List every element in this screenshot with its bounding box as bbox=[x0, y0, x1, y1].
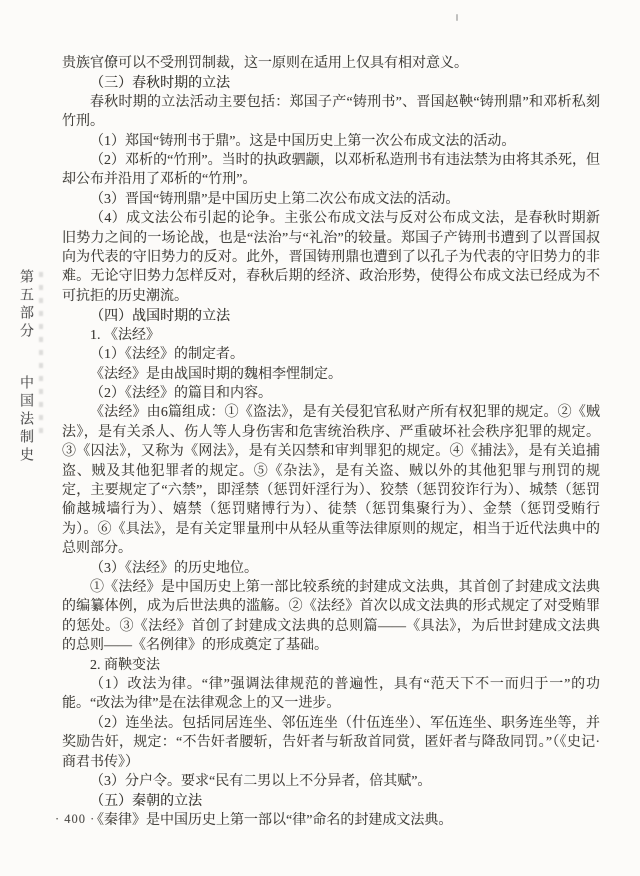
sidebar-book-title: 中国法制史 bbox=[18, 375, 33, 465]
paragraph: （3）《法经》的历史地位。 bbox=[90, 560, 258, 576]
paragraph: （3）晋国“铸刑鼎”是中国历史上第二次公布成文法的活动。 bbox=[90, 191, 460, 207]
paragraph: 《法经》由6篇组成：①《盗法》，是有关侵犯官私财产所有权犯罪的规定。②《贼法》，是有关杀人、伤人等人身伤害和危害统治秩序、严重破坏社会秩序犯罪的规定。③《囚法》，又称为《网法》，是有关囚禁和审判罪犯的规定。④《捕法》，是有关追捕盗、贼及其他犯罪者的规定。⑤《杂法》，是有关盗、贼以外的其他犯罪与刑罚的规定，主要规定了“六禁”，即淫禁（惩罚奸淫行为）、狡禁（惩罚狡诈行为）、城禁（惩罚偷越城墙行为）、嬉禁（惩罚赌博行为）、徒禁（惩罚集聚行为）、金禁（惩罚受贿行为）。⑥《具法》，是有关定罪量刑中从轻从重等法律原则的规定，相当于近代法典中的总则部分。 bbox=[62, 405, 600, 557]
scan-speck bbox=[456, 14, 458, 21]
body-text bbox=[62, 54, 600, 830]
paragraph: 《秦律》是中国历史上第一部以“律”命名的封建成文法典。 bbox=[90, 812, 453, 828]
page-number: · 400 · bbox=[55, 812, 96, 826]
paragraph: （4）成文法公布引起的论争。主张公布成文法与反对公布成文法，是春秋时期新旧势力之间的一场论战，也是“法治”与“礼治”的较量。郑国子产铸刑书遭到了以晋国叔向为代表的守旧势力的反对。此外，晋国铸刑鼎也遭到了以孔子为代表的守旧势力的非难。无论守旧势力怎样反对，春秋后期的经济、政治形势，使得公布成文法已经成为不可抗拒的历史潮流。 bbox=[62, 211, 600, 304]
subsection-heading: 1. 《法经》 bbox=[90, 327, 160, 343]
paragraph: （1）郑国“铸刑书于鼎”。这是中国历史上第一次公布成文法的活动。 bbox=[90, 133, 516, 149]
paragraph: （2）《法经》的篇目和内容。 bbox=[90, 385, 272, 401]
subsection-heading: 2. 商鞅变法 bbox=[90, 657, 160, 673]
paragraph: （1）改法为律。“律”强调法律规范的普遍性，具有“范天下不一而归于一”的功能。“改法为律”是在法律观念上的又一进步。 bbox=[62, 677, 600, 712]
paragraph: （2）邓析的“竹刑”。当时的执政驷颛，以邓析私造刑书有违法禁为由将其杀死，但却公布并沿用了邓析的“竹刑”。 bbox=[62, 153, 600, 188]
paragraph: （3）分户令。要求“民有二男以上不分异者，倍其赋”。 bbox=[90, 774, 432, 790]
paragraph: （1）《法经》的制定者。 bbox=[90, 347, 244, 363]
paragraph: ①《法经》是中国历史上第一部比较系统的封建成文法典，其首创了封建成文法典的编纂体例，成为后世法典的滥觞。②《法经》首次以成文法典的形式规定了对受贿罪的惩处。③《法经》首创了封建成文法典的总则篇——《具法》，为后世封建成文法典的总则——《名例律》的形成奠定了基础。 bbox=[62, 579, 600, 654]
paragraph: 春秋时期的立法活动主要包括：郑国子产“铸刑书”、晋国赵鞅“铸刑鼎”和邓析私刻竹刑。 bbox=[62, 94, 600, 130]
sidebar-part-title bbox=[15, 269, 35, 465]
section-heading: （三）春秋时期的立法 bbox=[90, 74, 230, 91]
paragraph: 贵族官僚可以不受刑罚制裁，这一原则在适用上仅具有相对意义。 bbox=[62, 56, 468, 71]
section-heading: （四）战国时期的立法 bbox=[90, 307, 230, 324]
paragraph: （2）连坐法。包括同居连坐、邻伍连坐（什伍连坐）、军伍连坐、职务连坐等，并奖励告奸，规定：“不告奸者腰斩，告奸者与斩敌首同赏，匿奸者与降敌同罚。”（《史记·商君书传》） bbox=[62, 715, 600, 770]
section-heading: （五）秦朝的立法 bbox=[90, 792, 202, 809]
paragraph: 《法经》是由战国时期的魏相李悝制定。 bbox=[90, 366, 342, 382]
sidebar-part-label: 第五部分 bbox=[18, 269, 33, 341]
bleed-through-strip bbox=[39, 272, 43, 437]
